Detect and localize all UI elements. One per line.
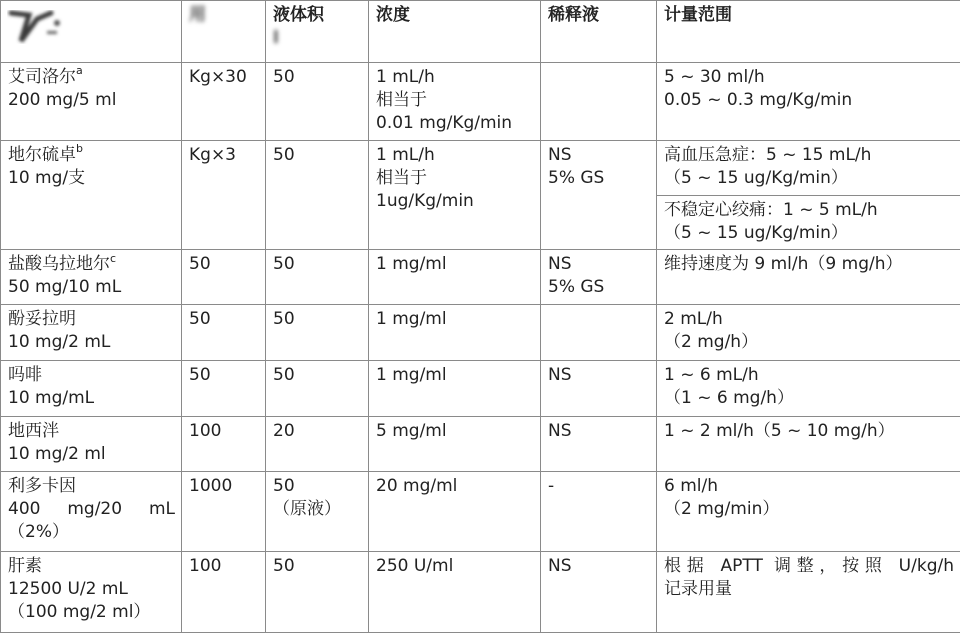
range-line: 根据 APTT 调整，按照 U/kg/h	[664, 555, 954, 576]
cell-drug	[1, 551, 182, 632]
drug-line: 吗啡	[8, 364, 42, 385]
header-drug	[1, 1, 182, 63]
cell-concentration	[369, 360, 541, 417]
drug-line: 利多卡因	[8, 475, 76, 496]
dose-line: Kg×30	[189, 67, 247, 87]
cell-concentration	[369, 551, 541, 632]
header-volume-label: 液体积	[273, 5, 324, 25]
concentration-line: 1 mg/ml	[376, 364, 447, 385]
cell-concentration	[369, 140, 541, 249]
footnote-marker: b	[76, 142, 83, 156]
table-row	[1, 63, 960, 141]
cell-drug	[1, 140, 182, 249]
cell-volume	[266, 471, 369, 551]
drug-line: 肝素	[8, 555, 42, 576]
header-diluent	[541, 1, 657, 63]
cell-dose	[182, 304, 266, 360]
dose-line: 50	[189, 254, 211, 275]
cell-range	[657, 304, 960, 360]
volume-line: 50	[273, 144, 295, 165]
concentration-line: 1 mg/ml	[376, 254, 447, 275]
header-dose	[182, 1, 266, 63]
drug-line: 400 mg/20 mL	[8, 498, 175, 519]
volume-line: 50	[273, 308, 295, 329]
range-line: 高血压急症：5 ~ 15 mL/h	[664, 144, 872, 165]
header-row	[1, 1, 960, 63]
range-line: 维持速度为 9 ml/h（9 mg/h）	[664, 254, 903, 275]
concentration-line: 20 mg/ml	[376, 475, 458, 496]
drug-line: 酚妥拉明	[8, 308, 76, 329]
drug-line: 10 mg/2 ml	[8, 444, 106, 465]
cell-drug	[1, 471, 182, 551]
range-line: 不稳定心绞痛：1 ~ 5 mL/h	[664, 199, 878, 220]
drug-line: 10 mg/2 mL	[8, 331, 111, 352]
diluent-line: 5% GS	[548, 277, 605, 298]
drug-line: 10 mg/mL	[8, 387, 95, 408]
concentration-line: 1 mg/ml	[376, 308, 447, 329]
volume-line: 50	[273, 475, 295, 496]
drug-line: 地尔硫卓$^b$	[8, 142, 83, 165]
concentration-line: 5 mg/ml	[376, 421, 447, 442]
diluent-line: NS	[548, 364, 572, 385]
header-diluent-label: 稀释液	[548, 5, 599, 25]
cell-dose	[182, 250, 266, 305]
dose-line: 50	[189, 364, 211, 385]
cell-diluent	[541, 551, 657, 632]
cell-diluent	[541, 250, 657, 305]
concentration-line: 1ug/Kg/min	[376, 190, 474, 211]
cell-range	[657, 417, 960, 472]
footnote-marker: c	[110, 251, 117, 265]
volume-line: （原液）	[273, 498, 341, 519]
cell-volume	[266, 250, 369, 305]
header-range	[657, 1, 960, 63]
drug-line: 地西泮	[8, 421, 59, 442]
table-row	[1, 551, 960, 632]
cell-volume	[266, 63, 369, 141]
header-volume	[266, 1, 369, 63]
cell-range	[657, 471, 960, 551]
concentration-line: 1 mL/h	[376, 67, 435, 87]
range-line: 1 ~ 2 ml/h（5 ~ 10 mg/h）	[664, 421, 895, 442]
range-line: 5 ~ 30 ml/h	[664, 67, 765, 87]
volume-line: 50	[273, 67, 295, 87]
cell-dose	[182, 551, 266, 632]
dose-line: 50	[189, 308, 211, 329]
cell-concentration	[369, 471, 541, 551]
cell-drug	[1, 360, 182, 417]
footnote-marker: a	[76, 64, 83, 78]
diluent-line: NS	[548, 555, 572, 576]
cell-drug	[1, 63, 182, 141]
cell-diluent	[541, 471, 657, 551]
range-line: 0.05 ~ 0.3 mg/Kg/min	[664, 90, 853, 110]
cell-dose	[182, 63, 266, 141]
table-row	[1, 360, 960, 417]
table-row	[1, 250, 960, 305]
table-row	[1, 140, 960, 195]
cell-volume	[266, 360, 369, 417]
cell-drug	[1, 304, 182, 360]
dose-line: 100	[189, 421, 222, 442]
cell-range	[657, 63, 960, 141]
cell-concentration	[369, 63, 541, 141]
diluent-line: NS	[548, 144, 572, 165]
cell-dose	[182, 360, 266, 417]
cell-diluent	[541, 63, 657, 141]
concentration-line: 相当于	[376, 167, 427, 188]
cell-diluent	[541, 417, 657, 472]
drug-line: （2%）	[8, 521, 69, 542]
cell-concentration	[369, 304, 541, 360]
cell-range	[657, 140, 960, 195]
table-row	[1, 417, 960, 472]
cell-drug	[1, 250, 182, 305]
concentration-line: 250 U/ml	[376, 555, 454, 576]
concentration-line: 0.01 mg/Kg/min	[376, 113, 513, 133]
cell-diluent	[541, 304, 657, 360]
table-row	[1, 471, 960, 551]
cell-concentration	[369, 417, 541, 472]
drug-line: 10 mg/支	[8, 167, 86, 188]
volume-line: 20	[273, 421, 295, 442]
diluent-line: -	[548, 475, 555, 496]
dose-line: 1000	[189, 475, 233, 496]
cell-dose	[182, 140, 266, 249]
range-line: 6 ml/h	[664, 475, 719, 496]
cell-drug	[1, 417, 182, 472]
volume-line: 50	[273, 254, 295, 275]
table-row	[1, 304, 960, 360]
drug-line: 艾司洛尔$^a$	[8, 64, 83, 87]
cell-concentration	[369, 250, 541, 305]
cell-dose	[182, 471, 266, 551]
range-line: 2 mL/h	[664, 308, 723, 329]
header-volume-unit: l	[273, 28, 279, 48]
cell-range	[657, 250, 960, 305]
range-line: （5 ~ 15 ug/Kg/min）	[664, 222, 848, 243]
drug-line: 盐酸乌拉地尔$^c$	[8, 251, 117, 275]
header-range-label: 计量范围	[664, 5, 732, 25]
cell-volume	[266, 551, 369, 632]
cell-volume	[266, 140, 369, 249]
blurred-mark-icon	[7, 5, 67, 45]
header-concentration	[369, 1, 541, 63]
cell-volume	[266, 304, 369, 360]
range-line: 记录用量	[664, 578, 732, 599]
diluent-line: NS	[548, 421, 572, 442]
cell-range-secondary	[657, 195, 960, 250]
cell-diluent	[541, 140, 657, 249]
range-line: 1 ~ 6 mL/h	[664, 364, 759, 385]
cell-diluent	[541, 360, 657, 417]
drug-line: 50 mg/10 mL	[8, 277, 122, 298]
drug-line: 12500 U/2 mL	[8, 578, 128, 599]
drug-line: （100 mg/2 ml）	[8, 601, 151, 622]
range-line: （5 ~ 15 ug/Kg/min）	[664, 167, 848, 188]
cell-range	[657, 360, 960, 417]
diluent-line: NS	[548, 254, 572, 275]
range-line: （2 mg/h）	[664, 331, 759, 352]
range-line: （2 mg/min）	[664, 498, 780, 519]
dose-line: Kg×3	[189, 144, 236, 165]
cell-volume	[266, 417, 369, 472]
volume-line: 50	[273, 555, 295, 576]
drug-line: 200 mg/5 ml	[8, 90, 117, 110]
diluent-line: 5% GS	[548, 167, 605, 188]
cell-range	[657, 551, 960, 632]
concentration-line: 1 mL/h	[376, 144, 435, 165]
range-line: （1 ~ 6 mg/h）	[664, 387, 794, 408]
header-dose-label: 用	[189, 5, 206, 25]
header-concentration-label: 浓度	[376, 5, 410, 25]
concentration-line: 相当于	[376, 90, 427, 110]
volume-line: 50	[273, 364, 295, 385]
table-body	[1, 63, 960, 633]
cell-dose	[182, 417, 266, 472]
dose-line: 100	[189, 555, 222, 576]
